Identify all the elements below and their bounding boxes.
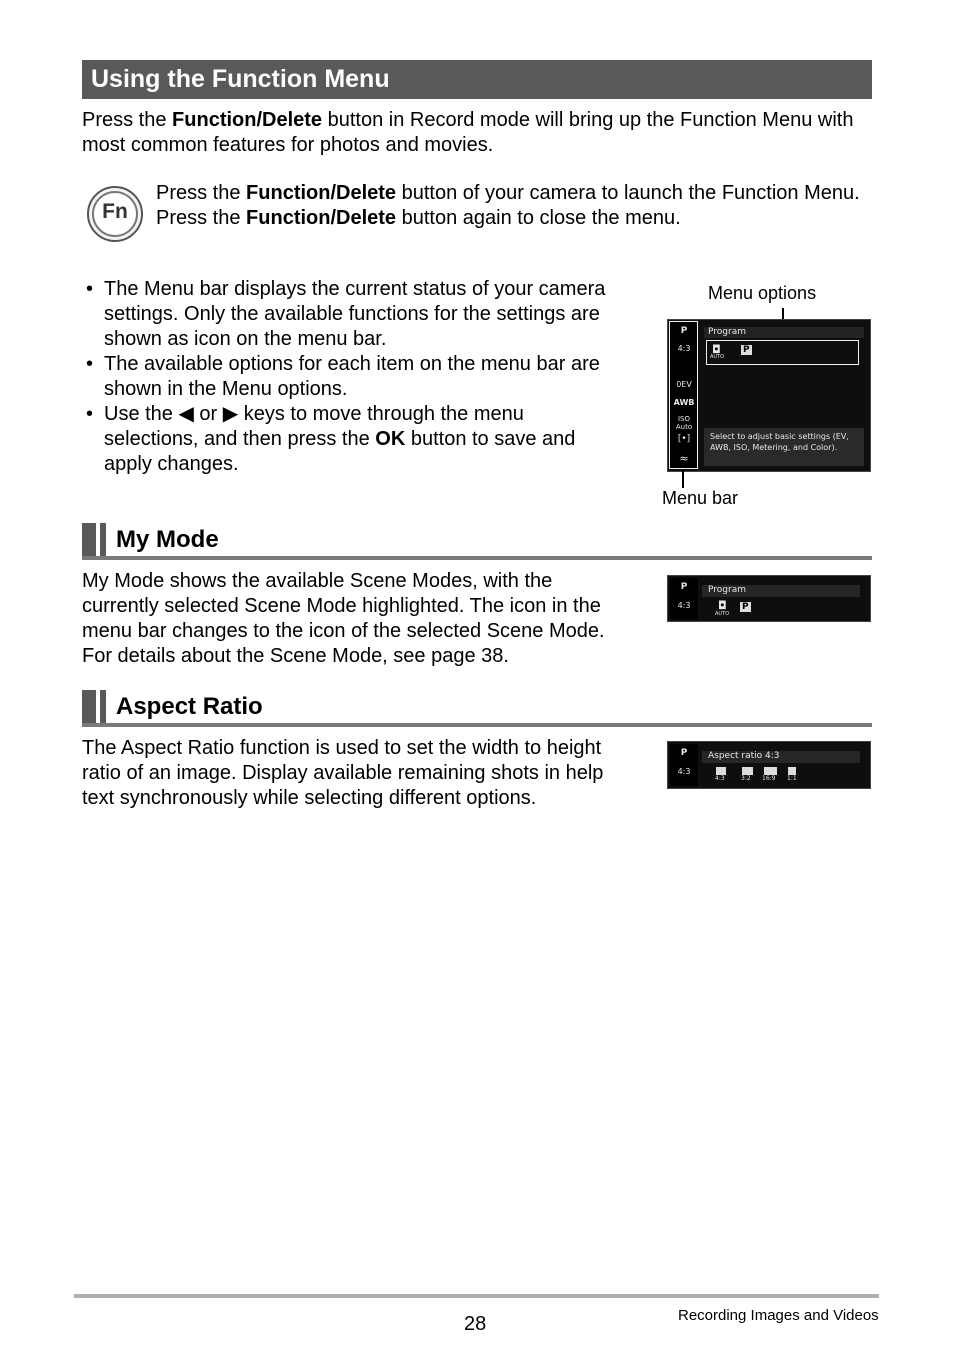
left-arrow-icon: ◀ xyxy=(178,403,194,425)
screen-title: Aspect ratio 4:3 xyxy=(708,751,780,761)
fn-note-bold: Function/Delete xyxy=(246,182,397,204)
aspect-ratio-heading xyxy=(82,690,872,726)
fn-note-text: button again to close the menu. xyxy=(396,207,681,229)
metering-icon: [•] xyxy=(677,434,691,444)
fn-note-text: Press the xyxy=(156,207,247,229)
page-title: Using the Function Menu xyxy=(91,65,390,93)
ok-bold: OK xyxy=(375,428,406,450)
menu-bar xyxy=(670,744,698,786)
iso-icon: ISO Auto xyxy=(675,415,693,431)
bullet-text: Use the xyxy=(104,403,179,425)
bullet-text: The available options for each item on the menu bar are shown in the Menu options. xyxy=(104,353,600,400)
my-mode-title: My Mode xyxy=(116,526,219,553)
footer-section-title: Recording Images and Videos xyxy=(678,1307,879,1324)
aspect-ratio-screen xyxy=(667,741,871,789)
program-mode-icon: P xyxy=(680,582,688,592)
heading-rule xyxy=(82,723,872,727)
fn-note-text: button of your camera to launch the Function Menu. xyxy=(396,182,860,204)
menu-options-outline xyxy=(706,340,859,365)
fn-note xyxy=(156,181,866,231)
program-mode-icon: P xyxy=(680,326,688,336)
bullet-item: • The Menu bar displays the current status of your camera settings. Only the available functions for the settings are shown as icon on the menu bar. xyxy=(86,278,606,350)
feature-bullet-list xyxy=(86,277,616,477)
footer-rule xyxy=(74,1294,879,1298)
program-option-icon: P xyxy=(743,345,750,355)
bullet-text: keys to move through the menu selections, and then press the xyxy=(104,403,524,450)
screen-title: Program xyxy=(708,585,746,595)
screen-title-strip xyxy=(702,751,860,763)
fn-note-line-2 xyxy=(156,206,866,231)
bullet-text: or xyxy=(193,403,223,425)
ratio-label: 1:1 xyxy=(787,775,797,782)
bullet-text: The Menu bar displays the current status of your camera settings. Only the available functions for the settings are shown as icon on the menu bar. xyxy=(104,278,606,350)
fn-note-line-1 xyxy=(156,181,866,206)
ratio-label: 3:2 xyxy=(741,775,751,782)
section-title-bar xyxy=(82,60,872,99)
function-menu-screen xyxy=(667,319,871,472)
intro-text-2: button in Record mode will bring up the Function Menu with most common features for photos and movies. xyxy=(82,109,854,156)
menu-options-label: Menu options xyxy=(708,283,817,303)
screen-title-strip xyxy=(702,585,860,597)
fn-note-bold: Function/Delete xyxy=(246,207,397,229)
menu-bar-outline xyxy=(669,321,698,469)
auto-label: AUTO xyxy=(715,611,730,617)
auto-camera-icon: ◘ xyxy=(712,343,721,356)
auto-camera-icon: ◘ xyxy=(718,599,727,612)
ratio-1-1-icon xyxy=(788,767,796,775)
my-mode-screen xyxy=(667,575,871,622)
heading-marker xyxy=(82,690,96,726)
program-option-icon: P xyxy=(742,602,749,612)
ratio-label: 16:9 xyxy=(762,775,776,782)
ratio-label: 4:3 xyxy=(715,775,725,782)
aspect-ratio-title: Aspect Ratio xyxy=(116,693,263,720)
intro-paragraph xyxy=(82,108,872,158)
my-mode-heading xyxy=(82,523,872,559)
heading-marker xyxy=(82,523,96,559)
heading-marker xyxy=(100,690,106,726)
aspect-ratio-icon: 4:3 xyxy=(677,601,691,610)
intro-bold: Function/Delete xyxy=(172,109,323,131)
intro-text-1: Press the xyxy=(82,109,173,131)
fn-button-icon xyxy=(87,186,143,242)
program-title-strip xyxy=(704,327,864,338)
my-mode-text: My Mode shows the available Scene Modes, with the currently selected Scene Mode highlighted. The icon in the menu bar changes to the icon of the selected Scene Mode. For details about the Scene Mode, see page 38. xyxy=(82,570,605,667)
fn-note-text: Press the xyxy=(156,182,247,204)
bullet-text: button to save and apply changes. xyxy=(104,428,576,475)
bullet-item: • The available options for each item on the menu bar are shown in the Menu options. xyxy=(86,353,600,400)
fn-icon-label: Fn xyxy=(102,200,128,223)
ratio-4-3-icon xyxy=(716,767,726,775)
ratio-3-2-icon xyxy=(742,767,753,775)
ratio-16-9-icon xyxy=(764,767,777,775)
right-arrow-icon: ▶ xyxy=(222,403,239,425)
menu-bar-leader-line xyxy=(682,470,684,488)
aspect-ratio-icon: 4:3 xyxy=(677,344,691,353)
heading-rule xyxy=(82,556,872,560)
program-mode-icon: P xyxy=(680,748,688,758)
auto-label: AUTO xyxy=(710,354,725,360)
aspect-ratio-text: The Aspect Ratio function is used to set the width to height ratio of an image. Display available remaining shots in help text synchronously while selecting different options. xyxy=(82,737,604,809)
help-text-box xyxy=(704,428,864,466)
color-icon: ≈ xyxy=(679,452,689,465)
aspect-ratio-icon: 4:3 xyxy=(677,767,691,776)
program-title: Program xyxy=(708,327,746,337)
bullet-item: • Use the ◀ or ▶ keys to move through the menu selections, and then press the OK button to save and apply changes. xyxy=(86,403,576,475)
page-number: 28 xyxy=(464,1313,487,1335)
help-text: Select to adjust basic settings (EV, AWB, ISO, Metering, and Color). xyxy=(710,432,849,452)
menu-bar xyxy=(670,578,698,619)
ev-icon: 0EV xyxy=(676,380,692,389)
heading-marker xyxy=(100,523,106,559)
awb-icon: AWB xyxy=(673,398,695,407)
menu-bar-label: Menu bar xyxy=(662,488,739,508)
